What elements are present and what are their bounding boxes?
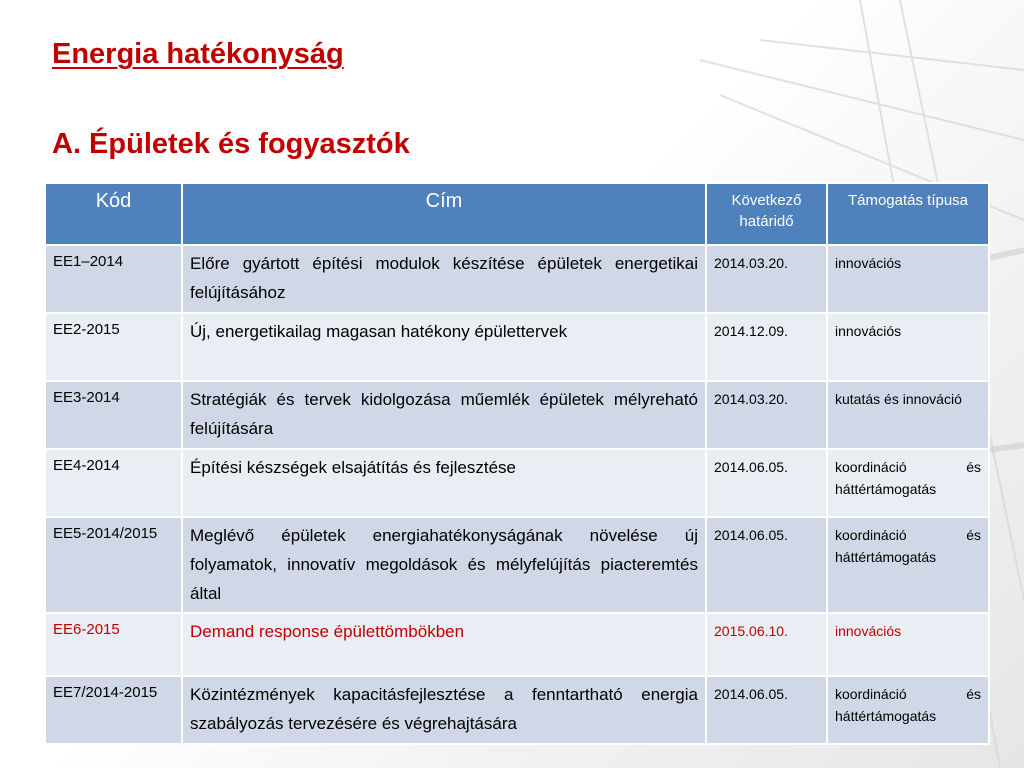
table-row-highlighted [45,613,989,676]
header-cim: Cím [182,183,706,245]
table-row [45,449,989,517]
table-row [45,517,989,613]
cell-kod: EE2-2015 [45,313,182,381]
cell-kod: EE5-2014/2015 [45,517,182,613]
cell-hatarido: 2014.06.05. [706,449,827,517]
slide-subtitle: A. Épületek és fogyasztók [52,128,410,160]
table-row [45,313,989,381]
cell-tipus: innovációs [827,245,989,313]
cell-cim: Építési készségek elsajátítás és fejlesztése [182,449,706,517]
cell-hatarido: 2014.06.05. [706,517,827,613]
header-tipus: Támogatás típusa [827,183,989,245]
cell-hatarido: 2014.03.20. [706,245,827,313]
cell-cim: Demand response épülettömbökben [182,613,706,676]
cell-tipus: innovációs [827,313,989,381]
cell-tipus: koordináció és háttértámogatás [827,676,989,744]
cell-kod: EE3-2014 [45,381,182,449]
cell-hatarido: 2014.03.20. [706,381,827,449]
cell-kod: EE6-2015 [45,613,182,676]
table-row [45,676,989,744]
cell-kod: EE1–2014 [45,245,182,313]
slide-title: Energia hatékonyság [52,38,344,70]
cell-tipus: koordináció és háttértámogatás [827,449,989,517]
cell-cim: Új, energetikailag magasan hatékony épülettervek [182,313,706,381]
cell-tipus: kutatás és innováció [827,381,989,449]
cell-hatarido: 2014.06.05. [706,676,827,744]
table-row [45,381,989,449]
cell-cim: Előre gyártott építési modulok készítése épületek energetikai felújításához [182,245,706,313]
table-header-row [45,183,989,245]
cell-tipus: koordináció és háttértámogatás [827,517,989,613]
cell-cim: Stratégiák és tervek kidolgozása műemlék épületek mélyreható felújítására [182,381,706,449]
cell-kod: EE7/2014-2015 [45,676,182,744]
cell-kod: EE4-2014 [45,449,182,517]
cell-hatarido: 2014.12.09. [706,313,827,381]
cell-hatarido: 2015.06.10. [706,613,827,676]
cell-cim: Közintézmények kapacitásfejlesztése a fenntartható energia szabályozás tervezésére és végrehajtására [182,676,706,744]
cell-cim: Meglévő épületek energiahatékonyságának növelése új folyamatok, innovatív megoldások és mélyfelújítás piacteremtés által [182,517,706,613]
header-hatarido: Következő határidő [706,183,827,245]
header-kod: Kód [45,183,182,245]
cell-tipus: innovációs [827,613,989,676]
table-row [45,245,989,313]
calls-table [44,182,990,745]
